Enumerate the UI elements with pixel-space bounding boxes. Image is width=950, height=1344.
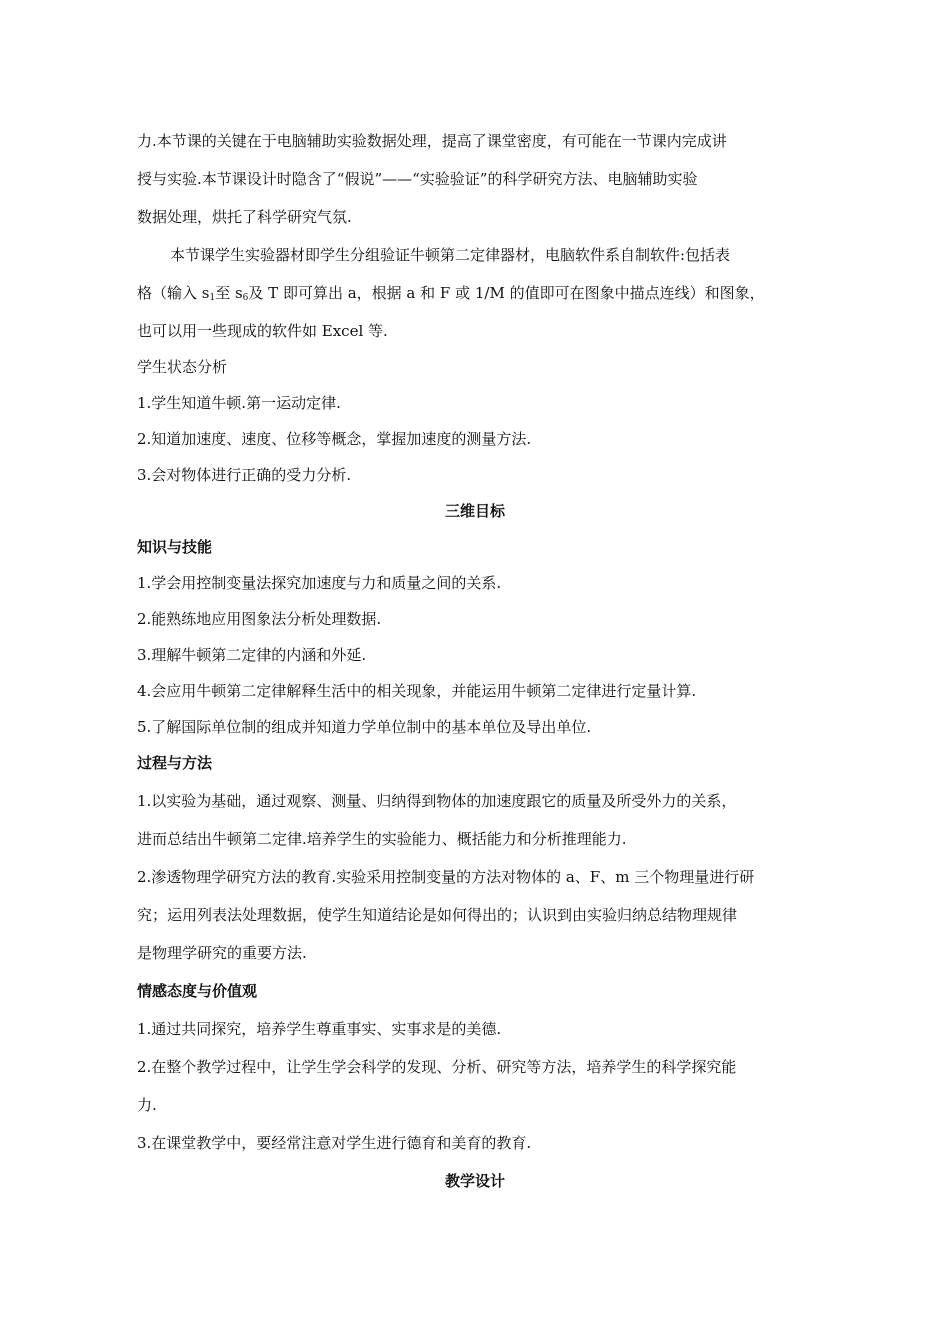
section-title-student-analysis: 学生状态分析 [137, 358, 228, 376]
text-span: 至 s [215, 284, 243, 302]
list-item: 3.理解牛顿第二定律的内涵和外延. [137, 646, 367, 664]
attitude-paragraph-line: 1.通过共同探究，培养学生尊重事实、实事求是的美德. [137, 1020, 502, 1038]
process-paragraph-line: 进而总结出牛顿第二定律.培养学生的实验能力、概括能力和分析推理能力. [137, 830, 627, 848]
materials-paragraph-line: 本节课学生实验器材即学生分组验证牛顿第二定律器材，电脑软件系自制软件:包括表 [170, 246, 731, 264]
intro-paragraph-line: 数据处理，烘托了科学研究气氛. [137, 208, 352, 226]
process-paragraph-line: 1.以实验为基础，通过观察、测量、归纳得到物体的加速度跟它的质量及所受外力的关系， [137, 792, 737, 810]
list-item: 1.学生知道牛顿.第一运动定律. [137, 394, 341, 412]
list-item: 2.知道加速度、速度、位移等概念，掌握加速度的测量方法. [137, 430, 532, 448]
materials-paragraph-line: 也可以用一些现成的软件如 Excel 等. [137, 322, 388, 340]
subsection-title-process: 过程与方法 [137, 754, 213, 772]
list-item: 4.会应用牛顿第二定律解释生活中的相关现象，并能运用牛顿第二定律进行定量计算. [137, 682, 697, 700]
materials-paragraph-line [137, 283, 765, 308]
attitude-paragraph-line: 力. [137, 1096, 157, 1114]
attitude-paragraph-line: 3.在课堂教学中，要经常注意对学生进行德育和美育的教育. [137, 1134, 532, 1152]
subsection-title-knowledge: 知识与技能 [137, 538, 213, 556]
intro-paragraph-line: 授与实验.本节课设计时隐含了“假说”——“实验验证”的科学研究方法、电脑辅助实验 [137, 170, 698, 188]
section-title-goals: 三维目标 [444, 502, 505, 520]
subscript: 6 [242, 293, 249, 303]
text-span: 格（输入 s [137, 284, 210, 302]
section-title-teaching-design: 教学设计 [444, 1172, 505, 1190]
list-item: 1.学会用控制变量法探究加速度与力和质量之间的关系. [137, 574, 502, 592]
subsection-title-attitude: 情感态度与价值观 [137, 982, 258, 1000]
process-paragraph-line: 2.渗透物理学研究方法的教育.实验采用控制变量的方法对物体的 a、F、m 三个物理量进行研 [137, 868, 755, 886]
subscript: 1 [209, 293, 216, 303]
list-item: 3.会对物体进行正确的受力分析. [137, 466, 352, 484]
process-paragraph-line: 究；运用列表法处理数据，使学生知道结论是如何得出的；认识到由实验归纳总结物理规律 [137, 906, 738, 924]
list-item: 2.能熟练地应用图象法分析处理数据. [137, 610, 382, 628]
text-span: 及 T 即可算出 a，根据 a 和 F 或 1/M 的值即可在图象中描点连线）和图象， [248, 284, 765, 302]
list-item: 5.了解国际单位制的组成并知道力学单位制中的基本单位及导出单位. [137, 718, 592, 736]
attitude-paragraph-line: 2.在整个教学过程中，让学生学会科学的发现、分析、研究等方法，培养学生的科学探究能 [137, 1058, 737, 1076]
intro-paragraph-line: 力.本节课的关键在于电脑辅助实验数据处理，提高了课堂密度，有可能在一节课内完成讲 [137, 132, 727, 150]
process-paragraph-line: 是物理学研究的重要方法. [137, 944, 307, 962]
